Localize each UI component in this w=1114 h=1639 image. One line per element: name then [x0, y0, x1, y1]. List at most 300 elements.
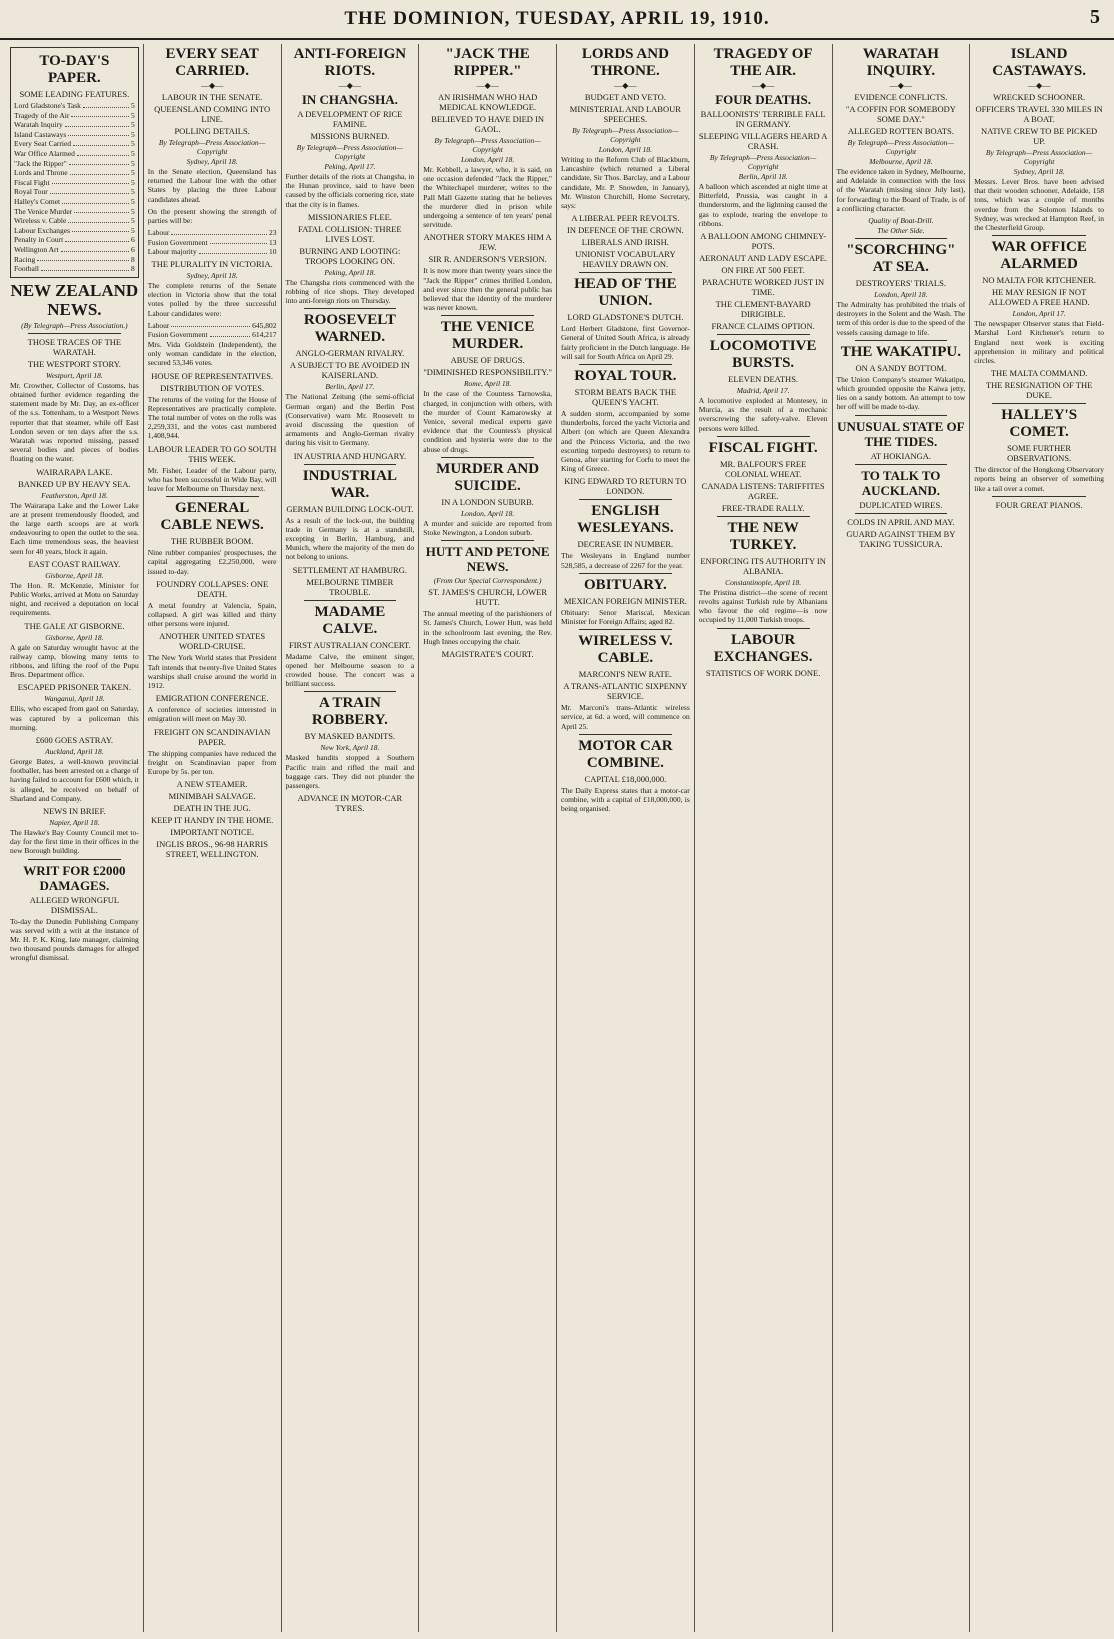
- article-text: The New York World states that President Taft intends that twenty-five United States warships shall cruise around the world in 1912.: [147, 653, 277, 691]
- article-subheading: QUEENSLAND COMING INTO LINE.: [154, 104, 271, 124]
- article-subheading: KEEP IT HANDY IN THE HOME.: [150, 815, 274, 826]
- dateline: Wanganui, April 18.: [44, 694, 105, 704]
- article-text: The Changsha riots commenced with the robbing of rice shops. They developed into anti-foreign riots on Thursday.: [285, 277, 415, 306]
- article-text: A metal foundry at Valencia, Spain, collapsed. A girl was killed and thirty other persons were injured.: [147, 600, 277, 629]
- index-item-page: 6: [131, 235, 135, 245]
- tally-name: Fusion Government: [147, 237, 208, 247]
- index-item-label: Fiscal Fight: [14, 177, 50, 187]
- article-subheading: BANKED UP BY HEAVY SEA.: [18, 478, 131, 489]
- dateline: Melbourne, April 18.: [869, 157, 933, 166]
- dateline: Gisborne, April 18.: [45, 570, 104, 580]
- index-item: [14, 120, 135, 130]
- article-text: Ellis, who escaped from gaol on Saturday, was captured by a policeman this morning.: [10, 704, 139, 732]
- byline: By Telegraph—Press Association—Copyright: [158, 138, 266, 156]
- article-text: Obituary: Senor Mariscal, Mexican Minister for Foreign Affairs; aged 82.: [561, 607, 690, 627]
- advertisement-heading: ADVANCE IN MOTOR-CAR TYRES.: [297, 793, 403, 814]
- article-subheading: ENFORCING ITS AUTHORITY IN ALBANIA.: [700, 555, 826, 576]
- article-heading: EVERY SEAT CARRIED.: [165, 46, 259, 79]
- index-item: [14, 255, 135, 265]
- article-subheading: MAGISTRATE'S COURT.: [441, 649, 534, 660]
- article-text: The evidence taken in Sydney, Melbourne, and Adelaide in connection with the loss of the Waratah (missing since July last), for forwarding to the Board of Trade, is of a conflicting character.: [836, 167, 966, 213]
- dateline: Rome, April 18.: [463, 379, 512, 389]
- article-text: The newspaper Observer states that Field-Marshal Lord Kitchener's return to England next week is exciting apprehension in military and political circles.: [974, 319, 1104, 366]
- article-subheading: BELIEVED TO HAVE DIED IN GAOL.: [431, 114, 545, 134]
- byline: (From Our Special Correspondent.): [433, 576, 542, 586]
- article-heading: ENGLISH WESLEYANS.: [577, 503, 674, 537]
- todays-paper-index: [10, 47, 139, 278]
- article-subheading: ANGLO-GERMAN RIVALRY.: [295, 348, 405, 359]
- byline: By Telegraph—Press Association—Copyright: [847, 138, 955, 156]
- article-text: The Hon. R. McKenzie, Minister for Public Works, arrived at Motu on Saturday night, and received a deputation on local requirements.: [10, 580, 139, 618]
- article-subheading: A SUBJECT TO BE AVOIDED IN KAISERLAND.: [289, 360, 410, 381]
- article-text: The complete returns of the Senate election in Victoria show that the total votes polled by the three successful Labour candidates were:: [147, 281, 277, 318]
- column-3: ANTI-FOREIGN RIOTS. —◆— IN CHANGSHA. A DEVELOPMENT OF RICE FAMINE. MISSIONS BURNED. By Telegraph—Press Association—Copyright Peking, April 17. Further details of the riots at Changsha, in the Hunan province, said to have been caused by the officials cornering rice, state that the city is in flames. MISSIONARIES FLEE. FATAL COLLISION: THREE LIVES LOST. BURNING AND LOOTING: TROOPS LOOKING ON. Peking, April 18. The Changsha riots commenced with the robbing of rice shops. They developed into anti-foreign riots on Thursday. ROOSEVELT WARNED. ANGLO-GERMAN RIVALRY. A SUBJECT TO BE AVOIDED IN KAISERLAND. Berlin, April 17. The National Zeitung (the semi-official German organ) and the Berlin Post (Conservative) warn Mr. Roosevelt to avoid discussing the question of armaments and Anglo-German rivalry during his visit to Germany. IN AUSTRIA AND HUNGARY. INDUSTRIAL WAR. GERMAN BUILDING LOCK-OUT. As a result of the lock-out, the building trade in Germany is at a standstill, excepting in Berlin, Hamburg, and Munich, where the majority of the men do not belong to unions. SETTLEMENT AT HAMBURG. MELBOURNE TIMBER TROUBLE. MADAME CALVE. FIRST AUSTRALIAN CONCERT. Madame Calve, the eminent singer, opened her Melbourne season to a crowded house. The concert was a brilliant success. A TRAIN ROBBERY. BY MASKED BANDITS. New York, April 18. Masked bandits stopped a Southern Pacific train and rifled the mail and baggage cars. They did not plunder the passengers. ADVANCE IN MOTOR-CAR TYRES.: [282, 44, 420, 1632]
- article-subheading: IN CHANGSHA.: [301, 92, 398, 107]
- dateline: London, April 18.: [598, 145, 652, 154]
- article-text: In the case of the Countess Tarnowska, charged, in conjunction with others, with the murder of Count Kamarowsky at Venice, several medical experts gave evidence that the Countess's physical condition and hysteria were due to the abuse of drugs.: [423, 389, 552, 454]
- article-heading: EAST COAST RAILWAY.: [28, 558, 121, 569]
- index-item-page: 5: [131, 168, 135, 178]
- article-text: Masked bandits stopped a Southern Pacific train and rifled the mail and baggage cars. They did not plunder the passengers.: [285, 753, 415, 791]
- dateline: Berlin, April 17.: [325, 382, 375, 392]
- index-item-label: Racing: [14, 254, 36, 264]
- article-text: Mr. Fisher, Leader of the Labour party, who has been successful in Wide Bay, will leave for Melbourne on Thursday next.: [147, 465, 277, 494]
- column-2: EVERY SEAT CARRIED. —◆— LABOUR IN THE SENATE. QUEENSLAND COMING INTO LINE. POLLING DETAILS. By Telegraph—Press Association—Copyright Sydney, April 18. In the Senate election, Queensland has returned the Labour line with the other States by placing the three Labour candidates ahead. On the present showing the strength of parties will be: Labour 23 Fusion Government 13 Labour majority 10 THE PLURALITY IN VICTORIA. Sydney, April 18. The complete returns of the Senate election in Victoria show that the total votes polled by the three successful Labour candidates were: Labour 645,802 Fusion Government 614,217 Mrs. Vida Goldstein (Independent), the only woman candidate in the election, secured 53,346 votes. HOUSE OF REPRESENTATIVES. DISTRIBUTION OF VOTES. The returns of the voting for the House of Representatives are practically complete. The total number of votes on the rolls was 2,259,331, and the votes cast numbered 1,408,944. LABOUR LEADER TO GO SOUTH THIS WEEK. Mr. Fisher, Leader of the Labour party, who has been successful in Wide Bay, will leave for Melbourne on Thursday next. GENERAL CABLE NEWS. THE RUBBER BOOM. Nine rubber companies' prospectuses, the capital aggregating £2,250,000, were issued to-day. FOUNDRY COLLAPSES: ONE DEATH. A metal foundry at Valencia, Spain, collapsed. A girl was killed and thirty other persons were injured. ANOTHER UNITED STATES WORLD-CRUISE. The New York World states that President Taft intends that twenty-five United States warships shall cruise around the world in 1912. EMIGRATION CONFERENCE. A conference of societies interested in emigration will meet on May 30. FREIGHT ON SCANDINAVIAN PAPER. The shipping companies have reduced the freight on Scandinavian paper from Europe by 5s. per ton. A NEW STEAMER. MINIMBAH SALVAGE. DEATH IN THE JUG. KEEP IT HANDY IN THE HOME. IMPORTANT NOTICE. INGLIS BROS., 96-98 HARRIS STREET, WELLINGTON.: [144, 44, 282, 1632]
- dateline: Sydney, April 18.: [186, 157, 238, 166]
- article-heading: WRIT FOR £2000 DAMAGES.: [23, 862, 126, 893]
- dateline: Westport, April 18.: [46, 370, 103, 380]
- article-heading: LOCOMOTIVE BURSTS.: [709, 338, 817, 372]
- article-heading: ISLAND CASTAWAYS.: [992, 46, 1087, 79]
- article-subheading: ELEVEN DEATHS.: [728, 374, 799, 385]
- article-text: A murder and suicide are reported from Stoke Newington, a London suburb.: [423, 518, 552, 538]
- tally-row: [148, 247, 277, 257]
- index-item: [14, 168, 135, 178]
- article-subheading: LORD GLADSTONE'S DUTCH.: [567, 312, 684, 323]
- page-number: 5: [1090, 6, 1100, 28]
- article-heading: UNUSUAL STATE OF THE TIDES.: [837, 418, 965, 449]
- index-item-label: Wireless v. Cable: [14, 216, 67, 226]
- article-heading: HUTT AND PETONE NEWS.: [425, 544, 550, 575]
- index-item-label: Lord Gladstone's Task: [14, 101, 81, 110]
- index-item-label: Penalty in Court: [14, 235, 64, 245]
- tally-name: Labour majority: [147, 247, 197, 257]
- index-item-page: 5: [131, 196, 135, 206]
- index-item-page: 5: [131, 158, 135, 168]
- article-subheading: FRANCE CLAIMS OPTION.: [711, 321, 815, 332]
- article-heading: "SCORCHING" AT SEA.: [846, 242, 956, 276]
- article-subheading: CAPITAL £18,000,000.: [584, 773, 667, 784]
- index-item-label: Lords and Throne: [14, 168, 68, 178]
- byline: By Telegraph—Press Association—Copyright: [434, 136, 541, 154]
- advertisement-heading: COLDS IN APRIL AND MAY.: [847, 516, 955, 527]
- article-subheading: ON FIRE AT 500 FEET.: [721, 265, 805, 276]
- article-subheading: IN DEFENCE OF THE CROWN.: [567, 225, 684, 236]
- index-list: [14, 101, 135, 274]
- article-text: The director of the Hongkong Observatory reports being an observer of something like a tail over a comet.: [974, 465, 1104, 493]
- column-5: LORDS AND THRONE. —◆— BUDGET AND VETO. MINISTERIAL AND LABOUR SPEECHES. By Telegraph—Press Association—Copyright London, April 18. Writing to the Reform Club of Blackburn, Lancashire (which returned a Liberal candidate, Sir Thos. Barclay, and a Labour candidate, Mr. P. Snowden, in January), Mr. Winston Churchill, Home Secretary, says: A LIBERAL PEER REVOLTS. IN DEFENCE OF THE CROWN. LIBERALS AND IRISH. UNIONIST VOCABULARY HEAVILY DRAWN ON. HEAD OF THE UNION. LORD GLADSTONE'S DUTCH. Lord Herbert Gladstone, first Governor-General of United South Africa, is already fairly proficient in the Dutch language. He will sail for South Africa on April 29. ROYAL TOUR. STORM BEATS BACK THE QUEEN'S YACHT. A sudden storm, accompanied by some thunderbolts, forced the yacht Victoria and Albert (on which are Queen Alexandra and the Princess Victoria, and the two escorting torpedo destroyers) to return to Genoa, after starting for Corfu to meet the King of Greece. KING EDWARD TO RETURN TO LONDON. ENGLISH WESLEYANS. DECREASE IN NUMBER. The Wesleyans in England number 528,585, a decrease of 2267 for the year. OBITUARY. MEXICAN FOREIGN MINISTER. Obituary: Senor Mariscal, Mexican Minister for Foreign Affairs; aged 82. WIRELESS V. CABLE. MARCONI'S NEW RATE. A TRANS-ATLANTIC SIXPENNY SERVICE. Mr. Marconi's trans-Atlantic wireless service, at 6d. a word, will commence on April 25. MOTOR CAR COMBINE. CAPITAL £18,000,000. The Daily Express states that a motor-car combine, with a capital of £18,000,000, is being organised.: [557, 44, 695, 1632]
- index-item-page: 8: [131, 264, 135, 274]
- article-subheading: "DIMINISHED RESPONSIBILITY.": [423, 367, 552, 378]
- byline: By Telegraph—Press Association—Copyright: [296, 143, 404, 161]
- index-item-page: 5: [131, 129, 135, 139]
- article-subheading: THE WESTPORT STORY.: [27, 358, 121, 369]
- article-subheading: AT HOKIANGA.: [870, 450, 932, 461]
- tally-value: 13: [269, 237, 277, 247]
- article-subheading: FATAL COLLISION: THREE LIVES LOST.: [298, 223, 402, 244]
- index-item-page: 5: [131, 101, 135, 110]
- article-subheading: ANOTHER STORY MAKES HIM A JEW.: [423, 232, 552, 253]
- nz-news-byline: (By Telegraph—Press Association.): [21, 320, 128, 330]
- article-subheading: MINIMBAH SALVAGE.: [168, 791, 256, 802]
- dateline: Berlin, April 18.: [738, 172, 788, 181]
- article-subheading: EVIDENCE CONFLICTS.: [854, 92, 948, 102]
- column-1: [6, 44, 144, 1632]
- index-item-label: Tragedy of the Air: [14, 110, 70, 120]
- article-heading: FISCAL FIGHT.: [708, 439, 818, 456]
- article-subheading: "A COFFIN FOR SOMEBODY SOME DAY.": [845, 104, 956, 124]
- article-heading: MADAME CALVE.: [314, 603, 386, 637]
- article-subheading: SETTLEMENT AT HAMBURG.: [292, 564, 407, 575]
- index-item-label: Waratah Inquiry: [14, 120, 63, 130]
- index-item-label: Wellington Art: [14, 244, 59, 254]
- article-text: Mrs. Vida Goldstein (Independent), the only woman candidate in the election, secured 53,346 votes.: [147, 340, 277, 368]
- article-text: Lord Herbert Gladstone, first Governor-General of United South Africa, is already fairly proficient in the Dutch language. He will sail for South Africa on April 29.: [561, 324, 690, 361]
- article-text: The National Zeitung (the semi-official German organ) and the Berlin Post (Conservative) warn Mr. Roosevelt to avoid discussing the question of armaments and Anglo-German rivalry during his visit to Germany.: [285, 392, 415, 448]
- article-text: Mr. Marconi's trans-Atlantic wireless service, at 6d. a word, will commence on April 25.: [561, 703, 690, 731]
- article-text: The Hawke's Bay County Council met to-day for the first time in their offices in the new Borough building.: [10, 827, 139, 856]
- index-item: [14, 216, 135, 226]
- article-subheading: NO MALTA FOR KITCHENER.: [982, 275, 1096, 286]
- article-heading: MOTOR CAR COMBINE.: [578, 737, 673, 771]
- article-subheading: STORM BEATS BACK THE QUEEN'S YACHT.: [574, 387, 677, 408]
- index-item-page: 5: [131, 225, 135, 235]
- article-heading: WAR OFFICE ALARMED: [991, 239, 1087, 273]
- article-subheading: DEATH IN THE JUG.: [173, 803, 251, 814]
- article-heading: OBITUARY.: [584, 576, 667, 593]
- article-subheading: UNIONIST VOCABULARY HEAVILY DRAWN ON.: [575, 249, 676, 270]
- article-text: The annual meeting of the parishioners of St. James's Church, Lower Hutt, was held in the schoolroom last evening, the Rev. Hugh Innes occupying the chair.: [423, 609, 552, 646]
- tally-row: [148, 238, 277, 248]
- article-subheading: SLEEPING VILLAGERS HEARD A CRASH.: [698, 131, 828, 151]
- article-subheading: IN A LONDON SUBURB.: [441, 496, 534, 507]
- byline: By Telegraph—Press Association—Copyright: [985, 148, 1093, 166]
- article-text: A sudden storm, accompanied by some thunderbolts, forced the yacht Victoria and Albert (on which are Queen Alexandra and the Princess Victoria, and the two escorting torpedo destroyers) to return to Genoa, after starting for Corfu to meet the King of Greece.: [561, 409, 690, 474]
- index-item: [14, 178, 135, 188]
- article-subheading: The Other Side.: [877, 226, 925, 236]
- dateline: London, April 18.: [461, 508, 515, 518]
- article-subheading: HOUSE OF REPRESENTATIVES.: [151, 370, 274, 381]
- article-subheading: ON A SANDY BOTTOM.: [855, 362, 947, 373]
- votes-list: [148, 321, 277, 340]
- article-text: A conference of societies interested in emigration will meet on May 30.: [147, 705, 277, 724]
- article-subheading: MINISTERIAL AND LABOUR SPEECHES.: [569, 104, 681, 124]
- index-item: [14, 159, 135, 169]
- article-text: The Wesleyans in England number 528,585, a decrease of 2267 for the year.: [561, 551, 690, 570]
- byline: By Telegraph—Press Association—Copyright: [572, 126, 679, 144]
- tally-row: [148, 321, 277, 331]
- article-subheading: OFFICERS TRAVEL 330 MILES IN A BOAT.: [975, 104, 1103, 124]
- index-item-label: Island Castaways: [14, 129, 67, 139]
- dateline: Napier, April 18.: [49, 817, 100, 827]
- article-heading: WAIRARAPA LAKE.: [36, 466, 113, 477]
- dateline: Auckland, April 18.: [45, 746, 104, 756]
- dateline: Peking, April 17.: [324, 162, 376, 171]
- advertisement-subheading: GUARD AGAINST THEM BY TAKING TUSSICURA.: [846, 528, 956, 549]
- article-text: In the Senate election, Queensland has returned the Labour line with the other States by placing the three Labour candidates ahead.: [147, 167, 277, 204]
- article-subheading: THE RESIGNATION OF THE DUKE.: [985, 380, 1093, 401]
- article-subheading: MISSIONARIES FLEE.: [307, 211, 392, 222]
- article-subheading: AN IRISHMAN WHO HAD MEDICAL KNOWLEDGE.: [438, 92, 538, 112]
- index-subheading: SOME LEADING FEATURES.: [19, 89, 130, 99]
- article-heading: WARATAH INQUIRY.: [862, 46, 939, 79]
- tally-value: 614,217: [252, 330, 277, 340]
- article-subheading: DUPLICATED WIRES.: [859, 499, 943, 510]
- index-item-label: Royal Tour: [14, 187, 48, 197]
- article-subheading: AERONAUT AND LADY ESCAPE.: [699, 253, 828, 264]
- article-heading: A TRAIN ROBBERY.: [311, 695, 388, 729]
- index-item-page: 5: [131, 206, 135, 216]
- article-subheading: Quality of Boat-Drill.: [868, 216, 934, 226]
- tally-row: [148, 228, 277, 238]
- article-text: A locomotive exploded at Montesey, in Murcia, as the result of a mechanic overscrewing the safety-valve. Eleven persons were killed.: [698, 396, 828, 433]
- index-item: [14, 207, 135, 217]
- article-subheading: MEXICAN FOREIGN MINISTER.: [563, 595, 687, 606]
- article-heading: HALLEY'S COMET.: [1001, 407, 1078, 441]
- article-heading: WIRELESS V. CABLE.: [578, 633, 673, 667]
- index-item: [14, 226, 135, 236]
- article-subheading: FREE-TRADE RALLY.: [721, 502, 805, 513]
- index-item: [14, 101, 135, 111]
- article-subheading: MARCONI'S NEW RATE.: [578, 669, 672, 680]
- article-text: Further details of the riots at Changsha, in the Hunan province, said to have been caused by the officials cornering rice, state that the city is in flames.: [285, 172, 415, 209]
- article-text: As a result of the lock-out, the building trade in Germany is at a standstill, excepting in Berlin, Hamburg, and Munich, where the majority of the men do not belong to unions.: [285, 515, 415, 562]
- article-heading: INDUSTRIAL WAR.: [302, 467, 397, 501]
- tally-value: 10: [269, 247, 277, 257]
- index-item-page: 5: [131, 139, 135, 149]
- dateline: London, April 17.: [1012, 309, 1066, 319]
- article-heading: ROOSEVELT WARNED.: [303, 312, 396, 346]
- article-subheading: ST. JAMES'S CHURCH, LOWER HUTT.: [428, 587, 547, 608]
- column-7: WARATAH INQUIRY. —◆— EVIDENCE CONFLICTS. "A COFFIN FOR SOMEBODY SOME DAY." ALLEGED ROTTEN BOATS. By Telegraph—Press Association—Copyright Melbourne, April 18. The evidence taken in Sydney, Melbourne, and Adelaide in connection with the loss of the Waratah (missing since July last), for forwarding to the Board of Trade, is of a conflicting character. Quality of Boat-Drill. The Other Side. "SCORCHING" AT SEA. DESTROYERS' TRIALS. London, April 18. The Admiralty has prohibited the trials of destroyers in the Solent and the Wash. The term of this order is due to the speed of the vessels causing damage to life. THE WAKATIPU. ON A SANDY BOTTOM. The Union Company's steamer Wakatipu, which grounded opposite the Kaiwa jetty, lies on a sandy bottom. An attempt to tow her off will be made to-day. UNUSUAL STATE OF THE TIDES. AT HOKIANGA. TO TALK TO AUCKLAND. DUPLICATED WIRES. COLDS IN APRIL AND MAY. GUARD AGAINST THEM BY TAKING TUSSICURA.: [833, 44, 971, 1632]
- index-item-page: 5: [131, 148, 135, 158]
- article-subheading: A TRANS-ATLANTIC SIXPENNY SERVICE.: [563, 681, 688, 702]
- article-heading: THE WAKATIPU.: [840, 343, 962, 360]
- dateline: Peking, April 18.: [324, 267, 376, 277]
- article-heading: HEAD OF THE UNION.: [574, 276, 677, 310]
- article-subheading: STATISTICS OF WORK DONE.: [705, 667, 821, 678]
- article-subheading: SIR R. ANDERSON'S VERSION.: [428, 254, 547, 265]
- dateline: London, April 18.: [874, 290, 928, 300]
- advertisement-heading: FOUR GREAT PIANOS.: [995, 499, 1083, 510]
- article-subheading: NATIVE CREW TO BE PICKED UP.: [981, 126, 1098, 146]
- article-subheading: THE RUBBER BOOM.: [170, 536, 254, 547]
- tally-name: Labour: [147, 228, 170, 238]
- article-subheading: FIRST AUSTRALIAN CONCERT.: [289, 639, 411, 650]
- article-text: Mr. Crowther, Collector of Customs, has obtained further evidence regarding the statement made by Mr. Day, an ex-officer of the s.s. Tottenham, to a Westport News reporter that that steamer, while off East London seven or ten days after the s.s. Waratah was reported missing, passed several bodies and pieces of bodies floating on the water.: [10, 380, 139, 464]
- article-subheading: A LIBERAL PEER REVOLTS.: [571, 213, 680, 224]
- article-text: It is now more than twenty years since the "Jack the Ripper" crimes thrilled London, and ever since then the general public has believed that the identity of the murderer was never known.: [423, 266, 552, 313]
- article-subheading: FOUNDRY COLLAPSES: ONE DEATH.: [156, 578, 269, 599]
- nz-news-heading: NEW ZEALAND NEWS.: [10, 280, 139, 319]
- article-text: The Admiralty has prohibited the trials of destroyers in the Solent and the Wash. The term of this order is due to the speed of the vessels causing damage to life.: [836, 300, 966, 337]
- column-4: "JACK THE RIPPER." —◆— AN IRISHMAN WHO HAD MEDICAL KNOWLEDGE. BELIEVED TO HAVE DIED IN GAOL. By Telegraph—Press Association—Copyright London, April 18. Mr. Kebbell, a lawyer, who, it is said, on one occasion defended "Jack the Ripper," the Whitechapel murderer, writes to the Pall Mall Gazette stating that he believes the murderer died in prison while undergoing a sentence of ten years' penal servitude. ANOTHER STORY MAKES HIM A JEW. SIR R. ANDERSON'S VERSION. It is now more than twenty years since the "Jack the Ripper" crimes thrilled London, and ever since then the general public has believed that the identity of the murderer was never known. THE VENICE MURDER. ABUSE OF DRUGS. "DIMINISHED RESPONSIBILITY." Rome, April 18. In the case of the Countess Tarnowska, charged, in conjunction with others, with the murder of Count Kamarowsky at Venice, several medical experts gave evidence that the Countess's physical condition and hysteria were due to the abuse of drugs. MURDER AND SUICIDE. IN A LONDON SUBURB. London, April 18. A murder and suicide are reported from Stoke Newington, a London suburb. HUTT AND PETONE NEWS. (From Our Special Correspondent.) ST. JAMES'S CHURCH, LOWER HUTT. The annual meeting of the parishioners of St. James's Church, Lower Hutt, was held in the schoolroom last evening, the Rev. Hugh Innes occupying the chair. MAGISTRATE'S COURT.: [419, 44, 557, 1632]
- article-text: A balloon which ascended at night time at Bitterfeld, Prussia, was caught in a thunderstorm, and the lightning caused the gas to explode, tearing the envelope to ribbons.: [698, 182, 828, 228]
- index-item-label: The Venice Murder: [14, 206, 73, 216]
- index-item-page: 5: [131, 110, 135, 120]
- index-item-page: 5: [131, 120, 135, 130]
- index-item: [14, 139, 135, 149]
- index-item: [14, 235, 135, 245]
- article-heading: THE NEW TURKEY.: [727, 519, 799, 553]
- article-heading: GENERAL CABLE NEWS.: [160, 500, 264, 534]
- article-subheading: BURNING AND LOOTING: TROOPS LOOKING ON.: [299, 245, 401, 266]
- article-heading: "JACK THE RIPPER.": [445, 46, 530, 79]
- article-subheading: POLLING DETAILS.: [174, 126, 250, 136]
- article-heading: TRAGEDY OF THE AIR.: [713, 46, 813, 79]
- index-item-label: Halley's Comet: [14, 196, 61, 206]
- index-item: [14, 130, 135, 140]
- index-item-page: 5: [131, 216, 135, 226]
- tally-row: [148, 330, 277, 340]
- dateline: Constantinople, April 18.: [725, 577, 802, 587]
- article-subheading: DECREASE IN NUMBER.: [577, 539, 674, 550]
- tally-value: 645,802: [252, 320, 277, 330]
- article-subheading: BY MASKED BANDITS.: [304, 731, 396, 742]
- article-heading: THE VENICE MURDER.: [440, 319, 535, 353]
- index-item: [14, 111, 135, 121]
- article-subheading: BUDGET AND VETO.: [584, 92, 666, 102]
- article-subheading: A NEW STEAMER.: [176, 779, 248, 790]
- column-8: ISLAND CASTAWAYS. —◆— WRECKED SCHOONER. OFFICERS TRAVEL 330 MILES IN A BOAT. NATIVE CREW TO BE PICKED UP. By Telegraph—Press Association—Copyright Sydney, April 18. Messrs. Lever Bros. have been advised that their wooden schooner, Adelaide, 158 tons, which was a couple of months overdue from the Solomon Islands to Sydney, was wrecked at Hampton Reef, in the Chesterfield Group. WAR OFFICE ALARMED NO MALTA FOR KITCHENER. HE MAY RESIGN IF NOT ALLOWED A FREE HAND. London, April 17. The newspaper Observer states that Field-Marshal Lord Kitchener's return to England next week is exciting apprehension in military and political circles. THE MALTA COMMAND. THE RESIGNATION OF THE DUKE. HALLEY'S COMET. SOME FURTHER OBSERVATIONS. The director of the Hongkong Observatory reports being an observer of something like a tail over a comet. FOUR GREAT PIANOS.: [974, 46, 1104, 510]
- article-heading: THE GALE AT GISBORNE.: [24, 620, 125, 631]
- article-text: To-day the Dunedin Publishing Company was served with a writ at the instance of Mr. H. P. K. King, late manager, claiming two thousand pounds damages for alleged wrongful dismissal.: [10, 916, 139, 963]
- article-subheading: A DEVELOPMENT OF RICE FAMINE.: [297, 109, 403, 129]
- dateline: London, April 18.: [461, 155, 515, 164]
- byline: By Telegraph—Press Association—Copyright: [709, 153, 817, 171]
- article-subheading: MR. BALFOUR'S FREE COLONIAL WHEAT.: [719, 458, 807, 479]
- article-subheading: LABOUR LEADER TO GO SOUTH THIS WEEK.: [147, 443, 277, 464]
- article-subheading: DESTROYERS' TRIALS.: [855, 278, 946, 289]
- article-heading: ROYAL TOUR.: [574, 368, 677, 385]
- article-subheading: ALLEGED ROTTEN BOATS.: [847, 126, 954, 136]
- article-text: The Union Company's steamer Wakatipu, which grounded opposite the Kaiwa jetty, lies on a sandy bottom. An attempt to tow her off will be made to-day.: [836, 374, 966, 412]
- article-heading: LABOUR EXCHANGES.: [713, 631, 813, 665]
- parties-list: [148, 228, 277, 257]
- article-heading: £600 GOES ASTRAY.: [35, 734, 113, 745]
- article-subheading: HE MAY RESIGN IF NOT ALLOWED A FREE HAND.: [988, 287, 1090, 308]
- newspaper-title: THE DOMINION, TUESDAY, APRIL 19, 1910.: [344, 8, 770, 29]
- index-item-label: "Jack the Ripper": [14, 158, 67, 168]
- article-subheading: THE CLEMENT-BAYARD DIRIGIBLE.: [715, 299, 811, 320]
- index-item-page: 5: [131, 187, 135, 197]
- dateline: Featherston, April 18.: [41, 490, 108, 500]
- article-text: On the present showing the strength of parties will be:: [147, 206, 277, 226]
- article-text: Messrs. Lever Bros. have been advised that their wooden schooner, Adelaide, 158 tons, which was a couple of months overdue from the Solomon Islands to Sydney, was wrecked at Hampton Reef, in the Chesterfield Group.: [974, 177, 1104, 233]
- index-item-label: Football: [14, 264, 40, 274]
- index-item-page: 6: [131, 244, 135, 254]
- advertisement-text: INGLIS BROS., 96-98 HARRIS STREET, WELLINGTON.: [156, 839, 268, 860]
- article-subheading: THE PLURALITY IN VICTORIA.: [151, 259, 273, 269]
- article-heading: ANTI-FOREIGN RIOTS.: [293, 46, 407, 79]
- article-subheading: WRECKED SCHOONER.: [993, 92, 1086, 102]
- index-heading: TO-DAY'S PAPER.: [39, 53, 110, 86]
- article-subheading: CANADA LISTENS: TARIFFITES AGREE.: [701, 480, 825, 501]
- article-heading: LORDS AND THRONE.: [581, 46, 669, 79]
- article-text: A gale on Saturday wrought havoc at the railway camp, blowing many tents to ribbons, and lifting the roof of the Pupu Bros. Department office.: [10, 642, 139, 680]
- article-heading: TO TALK TO AUCKLAND.: [861, 467, 941, 498]
- article-text: The Pristina district—the scene of recent revolts against Turkish rule by Albanians who favour the old regime—is now occupied by 11,000 Turkish troops.: [698, 587, 828, 625]
- index-item: [14, 187, 135, 197]
- article-subheading: ALLEGED WRONGFUL DISMISSAL.: [29, 894, 120, 915]
- article-subheading: SOME FURTHER OBSERVATIONS.: [1007, 443, 1072, 464]
- article-text: The Daily Express states that a motor-car combine, with a capital of £18,000,000, is being organised.: [561, 785, 690, 814]
- article-subheading: PARACHUTE WORKED JUST IN TIME.: [702, 277, 825, 298]
- article-subheading: LABOUR IN THE SENATE.: [161, 92, 263, 102]
- article-subheading: KING EDWARD TO RETURN TO LONDON.: [564, 476, 687, 497]
- index-item-page: 5: [131, 177, 135, 187]
- tally-name: Labour: [147, 320, 170, 330]
- article-subheading: THE MALTA COMMAND.: [990, 368, 1088, 379]
- article-subheading: FOUR DEATHS.: [715, 92, 812, 107]
- dateline: Sydney, April 18.: [186, 271, 238, 280]
- index-item: [14, 197, 135, 207]
- article-subheading: A BALLOON AMONG CHIMNEY-POTS.: [700, 231, 827, 252]
- article-text: Madame Calve, the eminent singer, opened her Melbourne season to a crowded house. The concert was a brilliant success.: [285, 651, 415, 689]
- article-text: The Wairarapa Lake and the Lower Lake are at present tremendously flooded, and the large earth scoops are at work endeavouring to open the outlet to the sea. Each time tremendous seas, the heaviest seen for 40 years, block it again.: [10, 500, 139, 556]
- index-item: [14, 245, 135, 255]
- article-subheading: ABUSE OF DRUGS.: [450, 355, 525, 366]
- article-subheading: EMIGRATION CONFERENCE.: [155, 693, 269, 704]
- article-subheading: BALLOONISTS' TERRIBLE FALL IN GERMANY.: [700, 109, 826, 129]
- article-text: The returns of the voting for the House of Representatives are practically complete. The total number of votes on the rolls was 2,259,331, and the votes cast numbered 1,408,944.: [147, 394, 277, 441]
- index-item-label: Every Seat Carried: [14, 139, 72, 149]
- article-text: George Bates, a well-known provincial footballer, has been arrested on a charge of having failed to account for £600 which, it is alleged, he received on behalf of Sharland and Company.: [10, 756, 139, 803]
- article-heading: MURDER AND SUICIDE.: [436, 460, 540, 494]
- index-item: [14, 149, 135, 159]
- article-subheading: FREIGHT ON SCANDINAVIAN PAPER.: [153, 726, 271, 747]
- article-text: The shipping companies have reduced the freight on Scandinavian paper from Europe by 5s. per ton.: [147, 748, 277, 777]
- index-item-label: War Office Alarmed: [14, 148, 75, 158]
- column-6: TRAGEDY OF THE AIR. —◆— FOUR DEATHS. BALLOONISTS' TERRIBLE FALL IN GERMANY. SLEEPING VILLAGERS HEARD A CRASH. By Telegraph—Press Association—Copyright Berlin, April 18. A balloon which ascended at night time at Bitterfeld, Prussia, was caught in a thunderstorm, and the lightning caused the gas to explode, tearing the envelope to ribbons. A BALLOON AMONG CHIMNEY-POTS. AERONAUT AND LADY ESCAPE. ON FIRE AT 500 FEET. PARACHUTE WORKED JUST IN TIME. THE CLEMENT-BAYARD DIRIGIBLE. FRANCE CLAIMS OPTION. LOCOMOTIVE BURSTS. ELEVEN DEATHS. Madrid, April 17. A locomotive exploded at Montesey, in Murcia, as the result of a mechanic overscrewing the safety-valve. Eleven persons were killed. FISCAL FIGHT. MR. BALFOUR'S FREE COLONIAL WHEAT. CANADA LISTENS: TARIFFITES AGREE. FREE-TRADE RALLY. THE NEW TURKEY. ENFORCING ITS AUTHORITY IN ALBANIA. Constantinople, April 18. The Pristina district—the scene of recent revolts against Turkish rule by Albanians who favour the old regime—is now occupied by 11,000 Turkish troops. LABOUR EXCHANGES. STATISTICS OF WORK DONE.: [695, 44, 833, 1632]
- index-item: [14, 264, 135, 274]
- dateline: New York, April 18.: [320, 743, 380, 753]
- article-text: Mr. Kebbell, a lawyer, who, it is said, on one occasion defended "Jack the Ripper," the Whitechapel murderer, writes to the Pall Mall Gazette stating that he believes the murderer died in prison while undergoing a sentence of ten years' penal servitude.: [423, 165, 552, 230]
- article-subheading: IN AUSTRIA AND HUNGARY.: [293, 450, 406, 461]
- article-subheading: MELBOURNE TIMBER TROUBLE.: [306, 576, 394, 597]
- article-subheading: LIBERALS AND IRISH.: [581, 237, 669, 248]
- dateline: Madrid, April 17.: [736, 386, 790, 396]
- index-item-label: Labour Exchanges: [14, 225, 71, 235]
- tally-name: Fusion Government: [147, 330, 208, 340]
- article-heading: ESCAPED PRISONER TAKEN.: [17, 682, 131, 693]
- article-subheading: ANOTHER UNITED STATES WORLD-CRUISE.: [159, 631, 266, 652]
- article-subheading: IMPORTANT NOTICE.: [170, 827, 254, 838]
- masthead: [0, 0, 1114, 40]
- article-heading: THOSE TRACES OF THE WARATAH.: [27, 336, 122, 357]
- article-text: Nine rubber companies' prospectuses, the capital aggregating £2,250,000, were issued to-day.: [147, 548, 277, 576]
- tally-value: 23: [269, 228, 277, 238]
- dateline: Sydney, April 18.: [1013, 167, 1065, 176]
- dateline: Gisborne, April 18.: [45, 632, 104, 642]
- index-item-page: 8: [131, 254, 135, 264]
- article-subheading: MISSIONS BURNED.: [310, 131, 390, 141]
- columns: [6, 44, 1108, 1632]
- article-text: Writing to the Reform Club of Blackburn, Lancashire (which returned a Liberal candidate, Sir Thos. Barclay, and a Labour candidate, Mr. P. Snowden, in January), Mr. Winston Churchill, Home Secretary, says:: [561, 155, 690, 211]
- article-subheading: GERMAN BUILDING LOCK-OUT.: [286, 503, 414, 514]
- article-heading: NEWS IN BRIEF.: [42, 805, 106, 816]
- article-subheading: DISTRIBUTION OF VOTES.: [160, 382, 265, 393]
